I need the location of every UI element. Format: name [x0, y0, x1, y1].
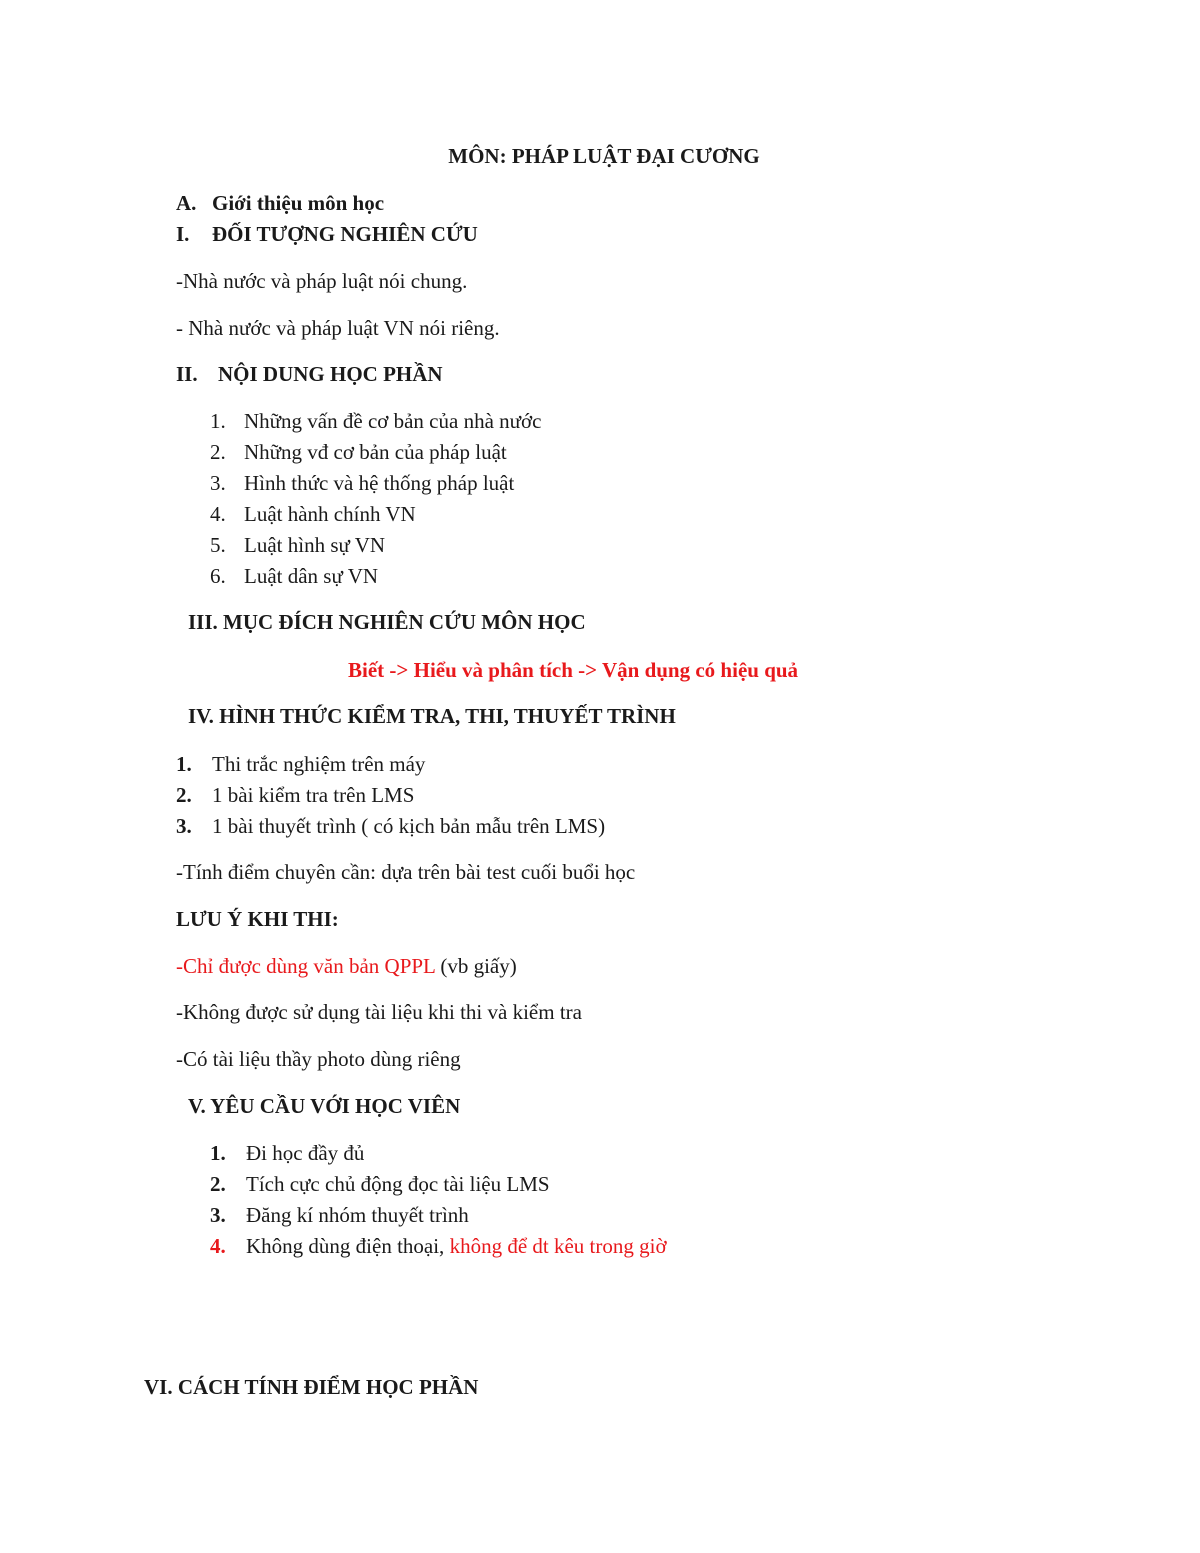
section-3-highlight: Biết -> Hiểu và phân tích -> Vận dụng có hiệu quả [348, 658, 799, 682]
section-5-item-number: 3. [210, 1203, 226, 1227]
section-2-item-text: Những vấn đề cơ bản của nhà nước [244, 409, 542, 433]
section-5-item-number: 2. [210, 1172, 226, 1196]
section-5-item-4-text: Không dùng điện thoại, [246, 1234, 450, 1258]
section-6-heading: VI. CÁCH TÍNH ĐIỂM HỌC PHẦN [144, 1375, 479, 1399]
section-2-marker: II. [176, 362, 198, 386]
section-2-item-text: Hình thức và hệ thống pháp luật [244, 471, 515, 495]
section-1-line-1: -Nhà nước và pháp luật nói chung. [176, 269, 468, 293]
section-2-item-number: 4. [210, 502, 226, 526]
section-1-marker: I. [176, 222, 190, 246]
document-title: MÔN: PHÁP LUẬT ĐẠI CƯƠNG [448, 144, 760, 168]
section-2-item-text: Luật dân sự VN [244, 564, 379, 588]
attendance-note: -Tính điểm chuyên cần: dựa trên bài test cuối buổi học [176, 860, 636, 884]
section-5-item-number: 4. [210, 1234, 226, 1258]
section-2-item-number: 6. [210, 564, 226, 588]
section-4-item-text: Thi trắc nghiệm trên máy [212, 752, 426, 776]
section-4-item-text: 1 bài thuyết trình ( có kịch bản mẫu trên LMS) [212, 814, 606, 838]
section-4-item-number: 3. [176, 814, 192, 838]
section-3-heading: III. MỤC ĐÍCH NGHIÊN CỨU MÔN HỌC [188, 610, 586, 634]
section-2-item-number: 1. [210, 409, 226, 433]
section-a-marker: A. [176, 191, 197, 215]
section-4-item-number: 1. [176, 752, 192, 776]
section-2-item-text: Luật hình sự VN [244, 533, 386, 557]
section-a-title: Giới thiệu môn học [212, 191, 385, 215]
section-2-item-number: 5. [210, 533, 226, 557]
section-5-item-text: Đăng kí nhóm thuyết trình [246, 1203, 469, 1227]
section-5-item-number: 1. [210, 1141, 226, 1165]
exam-note-1-highlight: -Chỉ được dùng văn bản QPPL [176, 954, 436, 978]
section-2-item-number: 2. [210, 440, 226, 464]
section-2-item-number: 3. [210, 471, 226, 495]
section-4-item-text: 1 bài kiểm tra trên LMS [212, 783, 415, 807]
section-5-item-4 [246, 1233, 667, 1259]
section-2-heading: NỘI DUNG HỌC PHẦN [218, 362, 443, 386]
section-5-heading: V. YÊU CẦU VỚI HỌC VIÊN [188, 1094, 461, 1118]
section-1-line-2: - Nhà nước và pháp luật VN nói riêng. [176, 316, 500, 340]
exam-note-1 [176, 953, 517, 979]
exam-notes-heading: LƯU Ý KHI THI: [176, 907, 339, 931]
section-5-item-4-highlight: không để dt kêu trong giờ [449, 1234, 667, 1258]
exam-note-1-rest: (vb giấy) [435, 954, 517, 978]
section-4-item-number: 2. [176, 783, 192, 807]
section-5-item-text: Tích cực chủ động đọc tài liệu LMS [246, 1172, 550, 1196]
section-5-item-text: Đi học đầy đủ [246, 1141, 365, 1165]
section-2-item-text: Những vđ cơ bản của pháp luật [244, 440, 507, 464]
section-1-heading: ĐỐI TƯỢNG NGHIÊN CỨU [212, 222, 478, 246]
section-2-item-text: Luật hành chính VN [244, 502, 416, 526]
exam-note-2: -Không được sử dụng tài liệu khi thi và kiểm tra [176, 1000, 582, 1024]
exam-note-3: -Có tài liệu thầy photo dùng riêng [176, 1047, 461, 1071]
section-4-heading: IV. HÌNH THỨC KIỂM TRA, THI, THUYẾT TRÌNH [188, 704, 676, 728]
